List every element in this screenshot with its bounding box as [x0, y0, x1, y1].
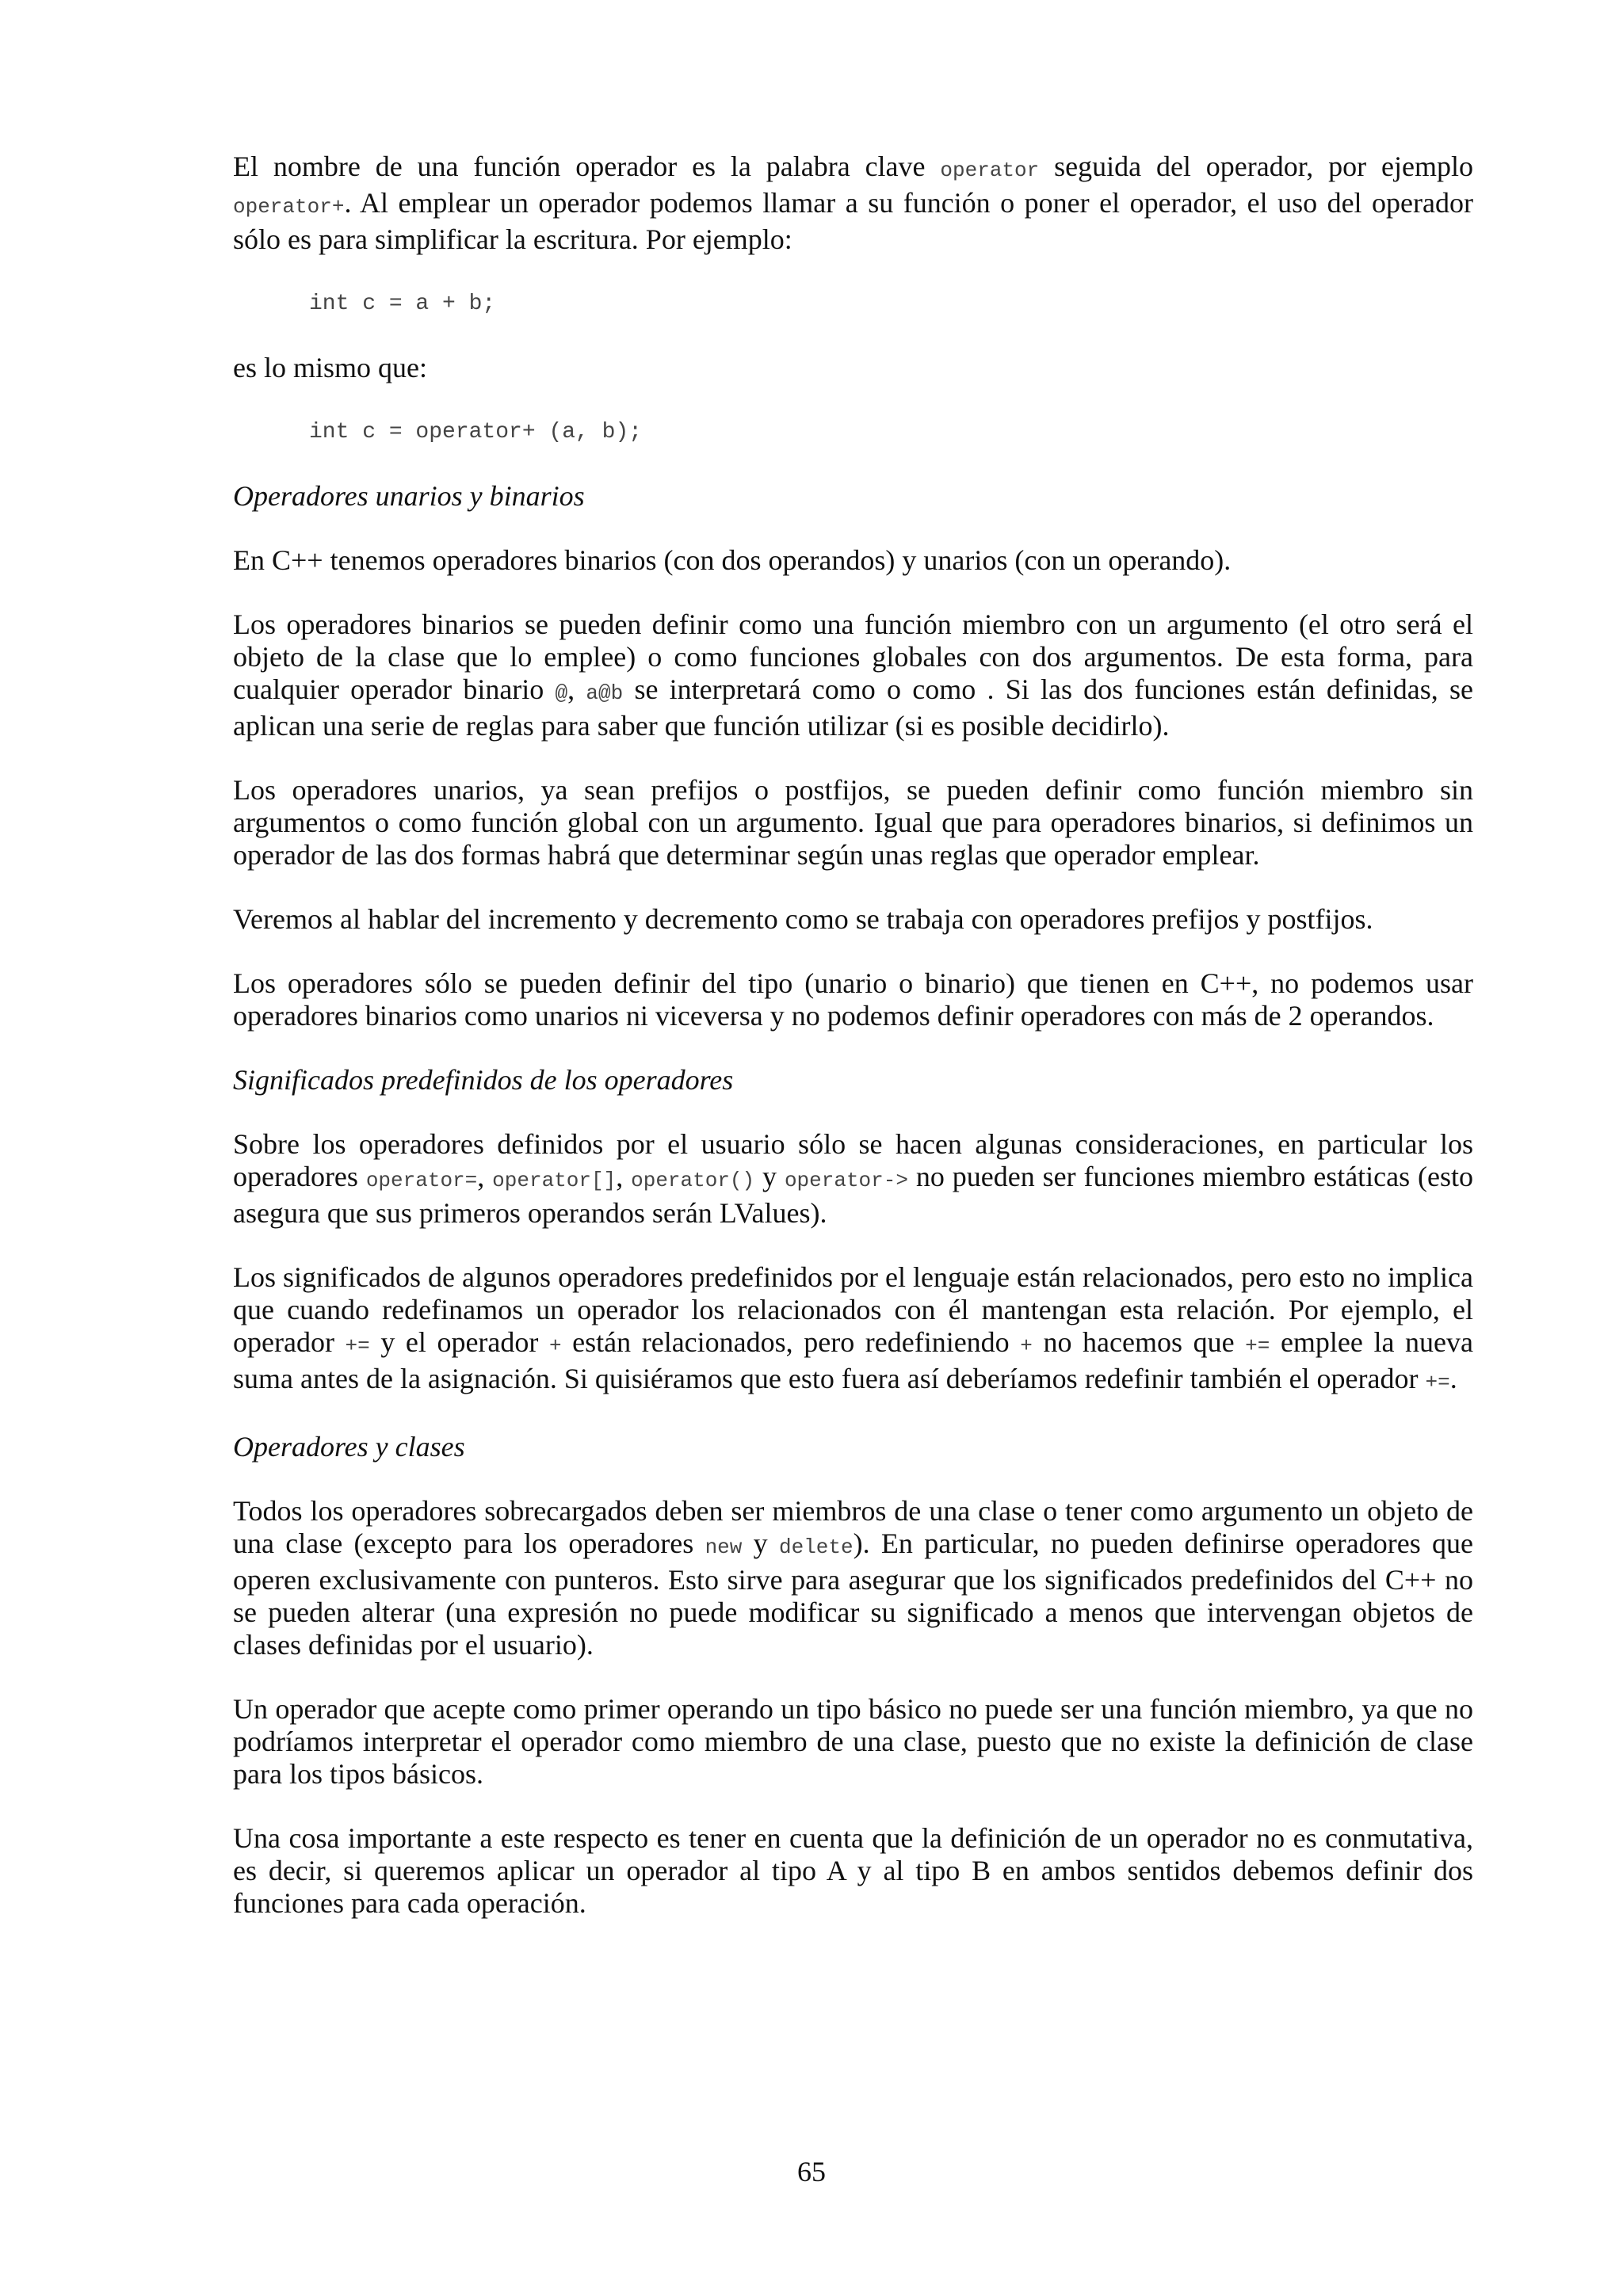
code-operator-assign: operator=	[365, 1169, 478, 1192]
code-operator-plus: operator+	[233, 195, 345, 219]
paragraph-unary-operators: Los operadores unarios, ya sean prefijos o postfijos, se pueden definir como función miembro sin argumentos o como función global con un argumento. Igual que para operadores binarios, si definimos un operador de las dos formas habrá que determinar según unas reglas que operador emplear.	[233, 774, 1473, 871]
paragraph-operator-name: El nombre de una función operador es la palabra clave operator seguida del operador, por ejemplo operator+. Al emplear un operador podemos llamar a su función o poner el operador, el uso del operador sólo es para simplificar la escritura. Por ejemplo:	[233, 151, 1473, 255]
code-at: @	[555, 681, 568, 705]
code-operator: operator	[940, 158, 1040, 182]
code-plus: +	[548, 1334, 562, 1358]
code-a-at-b: a@b	[586, 681, 624, 705]
code-operator-index: operator[]	[492, 1169, 617, 1192]
paragraph-binary-operators: Los operadores binarios se pueden definir como una función miembro con un argumento (el otro será el objeto de la clase que lo emplee) o como funciones globales con dos argumentos. De esta forma, para cualquier operador binario @, a@b se interpretará como o como . Si las dos funciones están definidas, se aplican una serie de reglas para saber que función utilizar (si es posible decidirlo).	[233, 608, 1474, 742]
paragraph-commutative: Una cosa importante a este respecto es tener en cuenta que la definición de un operador no es conmutativa, es decir, si queremos aplicar un operador al tipo A y al tipo B en ambos sentidos debemos definir dos funciones para cada operación.	[233, 1822, 1473, 1919]
paragraph-related-operators: Los significados de algunos operadores predefinidos por el lenguaje están relacionados, pero esto no implica que cuando redefinamos un operador los relacionados con él mantengan esta relación. Por ejemplo, el operador += y el operador + están relacionados, pero redefiniendo + no hacemos que += emplee la nueva suma antes de la asignación. Si quisiéramos que esto fuera así deberíamos redefinir también el operador +=.	[233, 1261, 1473, 1394]
heading-unary-binary: Operadores unarios y binarios	[233, 480, 585, 512]
code-new: new	[705, 1535, 743, 1559]
paragraph-user-defined: Sobre los operadores definidos por el usuario sólo se hacen algunas consideraciones, en particular los operadores operator=, operator[], operator() y operator-> no pueden ser funciones miembro estáticas (esto asegura que sus primeros operandos serán LValues).	[233, 1128, 1474, 1229]
paragraph-cpp-operators: En C++ tenemos operadores binarios (con dos operandos) y unarios (con un operando).	[233, 544, 1232, 576]
code-operator-call: operator()	[631, 1169, 755, 1192]
code-example-1: int c = a + b;	[309, 292, 496, 316]
page-body	[233, 151, 1473, 1951]
paragraph-overloaded-members: Todos los operadores sobrecargados deben ser miembros de una clase o tener como argumento un objeto de una clase (excepto para los operadores new y delete). En particular, no pueden definirse operadores que operen exclusivamente con punteros. Esto sirve para asegurar que los significados predefinidos del C++ no se pueden alterar (una expresión no puede modificar su significado a menos que intervengan objetos de clases definidas por el usuario).	[233, 1495, 1473, 1661]
heading-predefined-meanings: Significados predefinidos de los operadores	[233, 1064, 734, 1096]
page-number: 65	[797, 2156, 826, 2187]
paragraph-basic-type: Un operador que acepte como primer operando un tipo básico no puede ser una función miembro, ya que no podríamos interpretar el operador como miembro de una clase, puesto que no existe la definición de clase para los tipos básicos.	[233, 1693, 1473, 1790]
paragraph-same-as: es lo mismo que:	[233, 352, 427, 383]
code-plus-assign: +=	[345, 1334, 370, 1358]
paragraph-operator-types: Los operadores sólo se pueden definir del tipo (unario o binario) que tienen en C++, no podemos usar operadores binarios como unarios ni viceversa y no podemos definir operadores con más de 2 operandos.	[233, 967, 1473, 1032]
heading-operators-classes: Operadores y clases	[233, 1431, 465, 1463]
code-plus-assign: +=	[1425, 1371, 1450, 1394]
paragraph-increment: Veremos al hablar del incremento y decremento como se trabaja con operadores prefijos y postfijos.	[233, 903, 1373, 935]
code-operator-arrow: operator->	[784, 1169, 908, 1192]
code-plus: +	[1020, 1334, 1033, 1358]
code-example-2: int c = operator+ (a, b);	[309, 420, 643, 444]
code-plus-assign: +=	[1245, 1334, 1270, 1358]
code-delete: delete	[778, 1535, 854, 1559]
